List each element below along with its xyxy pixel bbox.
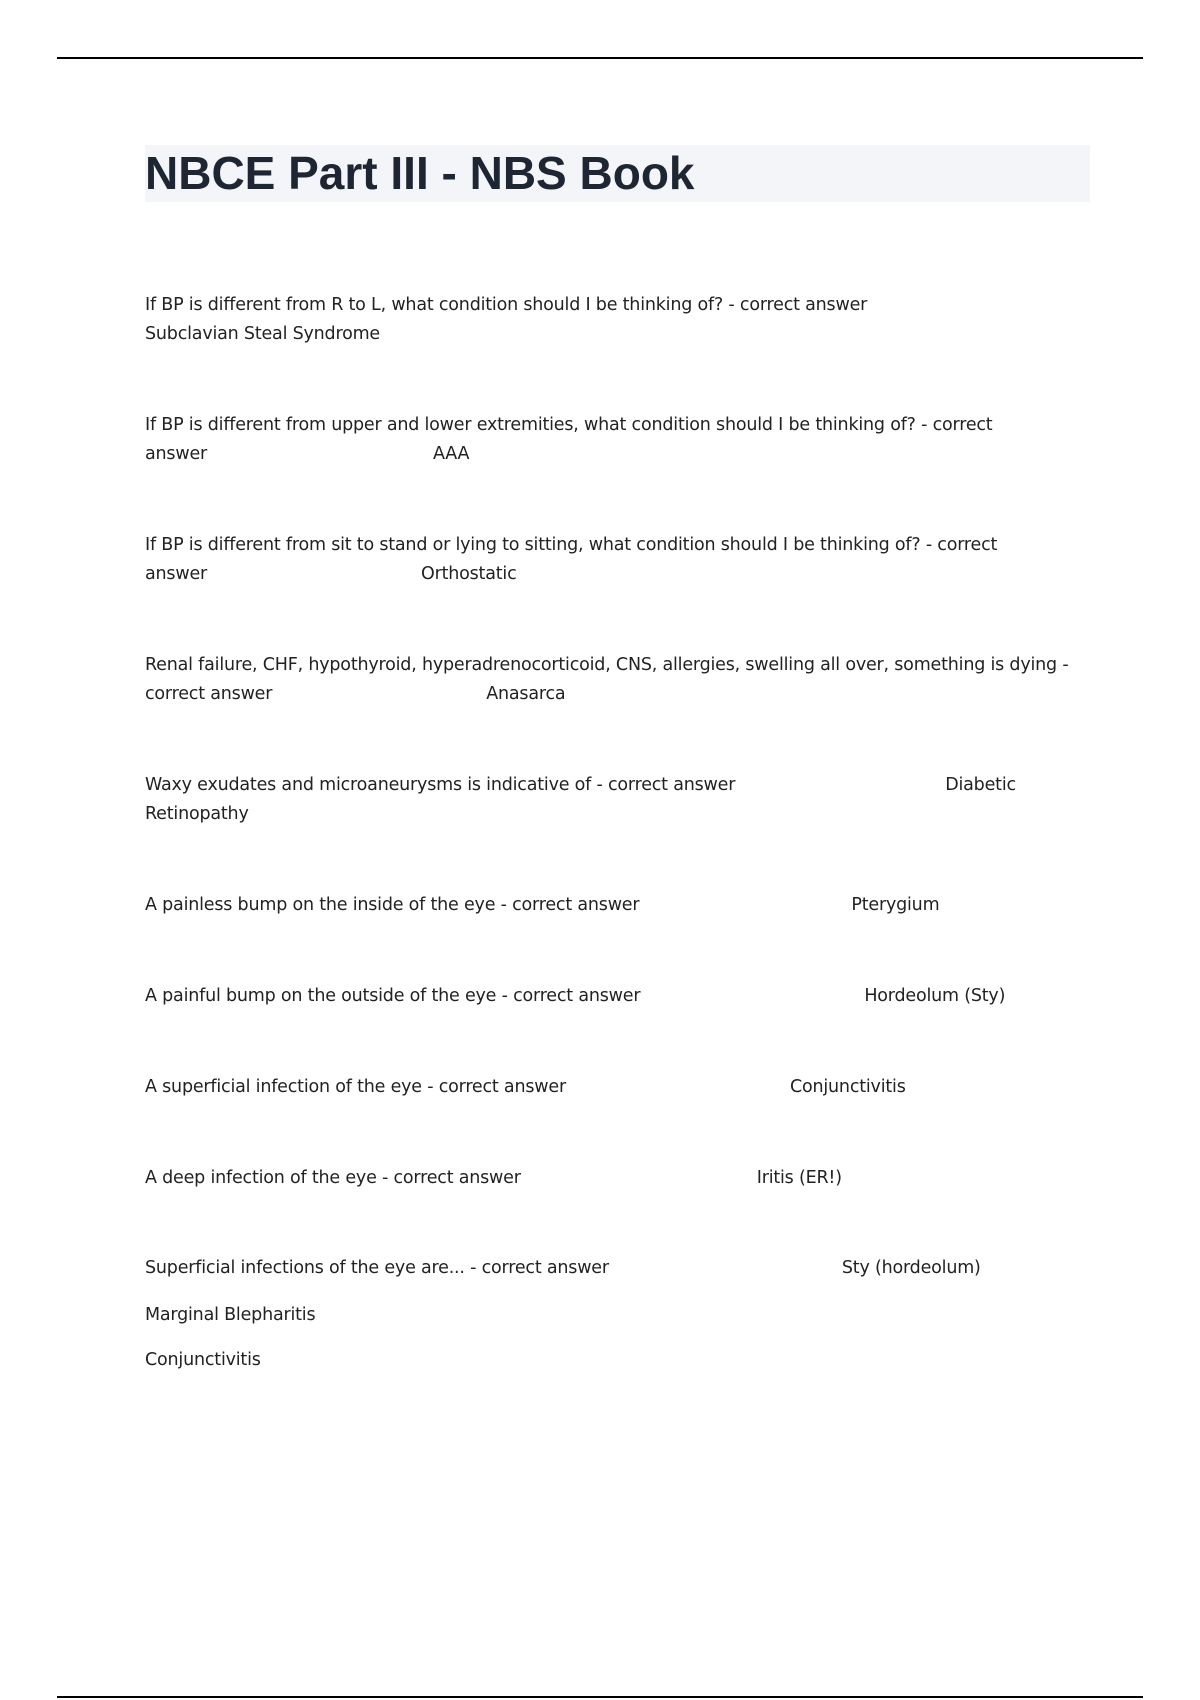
answer-text: Orthostatic [421,564,517,584]
document-title: NBCE Part III - NBS Book [145,147,695,199]
answer-continuation: Conjunctivitis [145,1350,261,1370]
qa-item [145,771,1075,829]
answer-text: Iritis (ER!) [756,1168,842,1188]
qa-item [145,891,1075,920]
qa-item [145,982,1075,1011]
answer-text: Anasarca [486,684,566,704]
top-rule [57,57,1143,59]
question-text: If BP is different from upper and lower extremities, what condition should I be thinking of? - correct answer [145,415,993,464]
qa-item [145,1164,1075,1193]
answer-text: Sty (hordeolum) [841,1258,981,1278]
answer-text: Diabetic Retinopathy [145,775,1016,824]
question-text: A painful bump on the outside of the eye - correct answer [145,986,641,1006]
qa-item [145,531,1075,589]
bottom-rule [57,1696,1143,1698]
question-text: A painless bump on the inside of the eye - correct answer [145,895,640,915]
answer-text: AAA [433,444,470,464]
qa-item [145,411,1075,469]
answer-text: Conjunctivitis [789,1077,906,1097]
qa-item [145,1073,1075,1102]
question-text: Waxy exudates and microaneurysms is indicative of - correct answer [145,775,736,795]
qa-item [145,291,1075,349]
question-text: A superficial infection of the eye - correct answer [145,1077,566,1097]
question-text: A deep infection of the eye - correct answer [145,1168,521,1188]
answer-text: Hordeolum (Sty) [864,986,1006,1006]
question-text: If BP is different from sit to stand or lying to sitting, what condition should I be thinking of? - correct answer [145,535,998,584]
question-text: Renal failure, CHF, hypothyroid, hyperadrenocorticoid, CNS, allergies, swelling all over, something is dying - correct answer [145,655,1069,704]
qa-item [145,651,1075,709]
question-text: Superficial infections of the eye are... - correct answer [145,1258,609,1278]
answer-text: Subclavian Steal Syndrome [145,324,380,344]
qa-item [145,1254,1075,1283]
answer-text: Pterygium [851,895,940,915]
answer-continuation: Marginal Blepharitis [145,1305,316,1325]
question-text: If BP is different from R to L, what condition should I be thinking of? - correct answer [145,295,868,315]
